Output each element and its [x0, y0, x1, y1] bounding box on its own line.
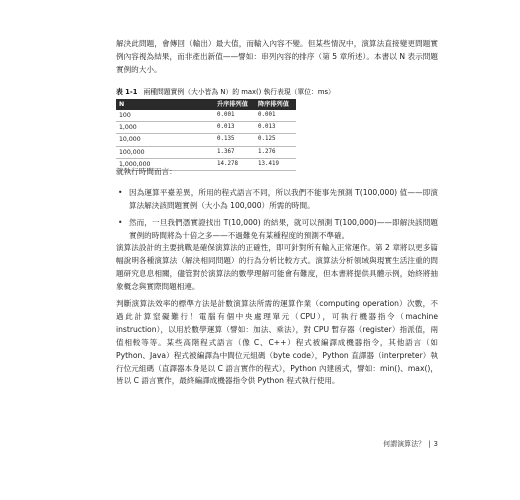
list-item [116, 217, 438, 243]
page-footer [340, 439, 438, 449]
intro-paragraph: 解決此問題，會傳回（輸出）最大值，而輸入內容不變。但某些情況中，演算法直接變更問題實例內容視為結果，而非產出新值——譬如：串列內容的排序（第 5 章所述）。本書以 N 表示問題實例的大小。 [116, 39, 438, 74]
bullet-text: 因為運算平臺差異，所用的程式語言不同，所以我們不能事先預測 T(100,000) 值——即演算法解決該問題實例（大小為 100,000）所需的時間。 [129, 188, 438, 210]
list-item [116, 187, 438, 213]
page-number: 3 [433, 440, 438, 448]
running-title: 何謂演算法？ [383, 440, 426, 448]
table-caption-label: 表 1-1 [116, 88, 138, 96]
header-descending: 降序排列值 [255, 99, 296, 110]
table-caption [116, 87, 438, 97]
design-paragraph: 演算法設計的主要挑戰是確保演算法的正確性，即可針對所有輸入正常運作。第 2 章將以更多篇幅說明各種演算法（解決相同問題）的行為分析比較方式。演算法分析領域與現實生活注重的問題研究息息相關，儘管對於演算法的數學理解可能會有難度，但本書將提供具體示例，始終將抽象概念與實際問題相連。 [116, 243, 438, 291]
cell-descending: 0.125 [255, 134, 296, 146]
header-n: N [116, 99, 214, 110]
header-ascending: 升序排列值 [214, 99, 255, 110]
cell-descending: 1.276 [255, 146, 296, 158]
cell-n: 100,000 [116, 146, 214, 158]
cell-n: 100 [116, 110, 214, 122]
timing-table [116, 99, 296, 171]
table-caption-text: 兩種問題實例（大小皆為 N）的 max() 執行表現（單位：ms） [143, 88, 335, 96]
cell-ascending: 1.367 [214, 146, 255, 158]
cell-descending: 13.419 [255, 158, 296, 170]
bullet-text: 然而，一旦我們憑實證找出 T(10,000) 的結果，就可以預測 T(100,000)——即解決該問題實例的時間將為十倍之多——不過難免有某種程度的預測不準確。 [129, 217, 438, 240]
cell-descending: 0.001 [255, 110, 296, 122]
bullet-icon: • [118, 217, 123, 227]
table-row [116, 110, 296, 122]
cell-ascending: 14.278 [214, 158, 255, 170]
table-header-row [116, 99, 296, 110]
table-row [116, 134, 296, 146]
cell-ascending: 0.001 [214, 110, 255, 122]
cell-n: 1,000,000 [116, 158, 214, 170]
cell-n: 1,000 [116, 122, 214, 134]
cell-descending: 0.013 [255, 122, 296, 134]
cell-ascending: 0.013 [214, 122, 255, 134]
cell-n: 10,000 [116, 134, 214, 146]
footer-separator: | [428, 440, 431, 448]
cell-ascending: 0.135 [214, 134, 255, 146]
bullet-icon: • [118, 188, 123, 197]
efficiency-paragraph: 判斷演算法效率的標準方法是計數演算法所需的運算作業（computing operation）次數，不過此計算窒礙難行！電腦有個中央處理單元（CPU），可執行機器指令（machine instruction），以用於數學運算（譬如：加法、乘法），對 CPU 暫存器（register）指派值，兩值相較等等。某些高階程式語言（像 C、C++）程式被編譯成機器指令，其他語言（如 Python、Java）程式被編譯為中間位元組碼（byte code），Python 直譯器（interpreter）執行位元組碼（直譯器本身是以 C 語言實作的程式），Python 內建函式，譬如：min()、max()，皆以 C 語言實作，最終編譯成機器指令供 Python 程式執行使用。 [116, 299, 438, 386]
table-row [116, 122, 296, 134]
runtime-intro: 就執行時間而言： [116, 167, 177, 176]
runtime-bullet-list [116, 187, 438, 247]
table-row [116, 146, 296, 158]
